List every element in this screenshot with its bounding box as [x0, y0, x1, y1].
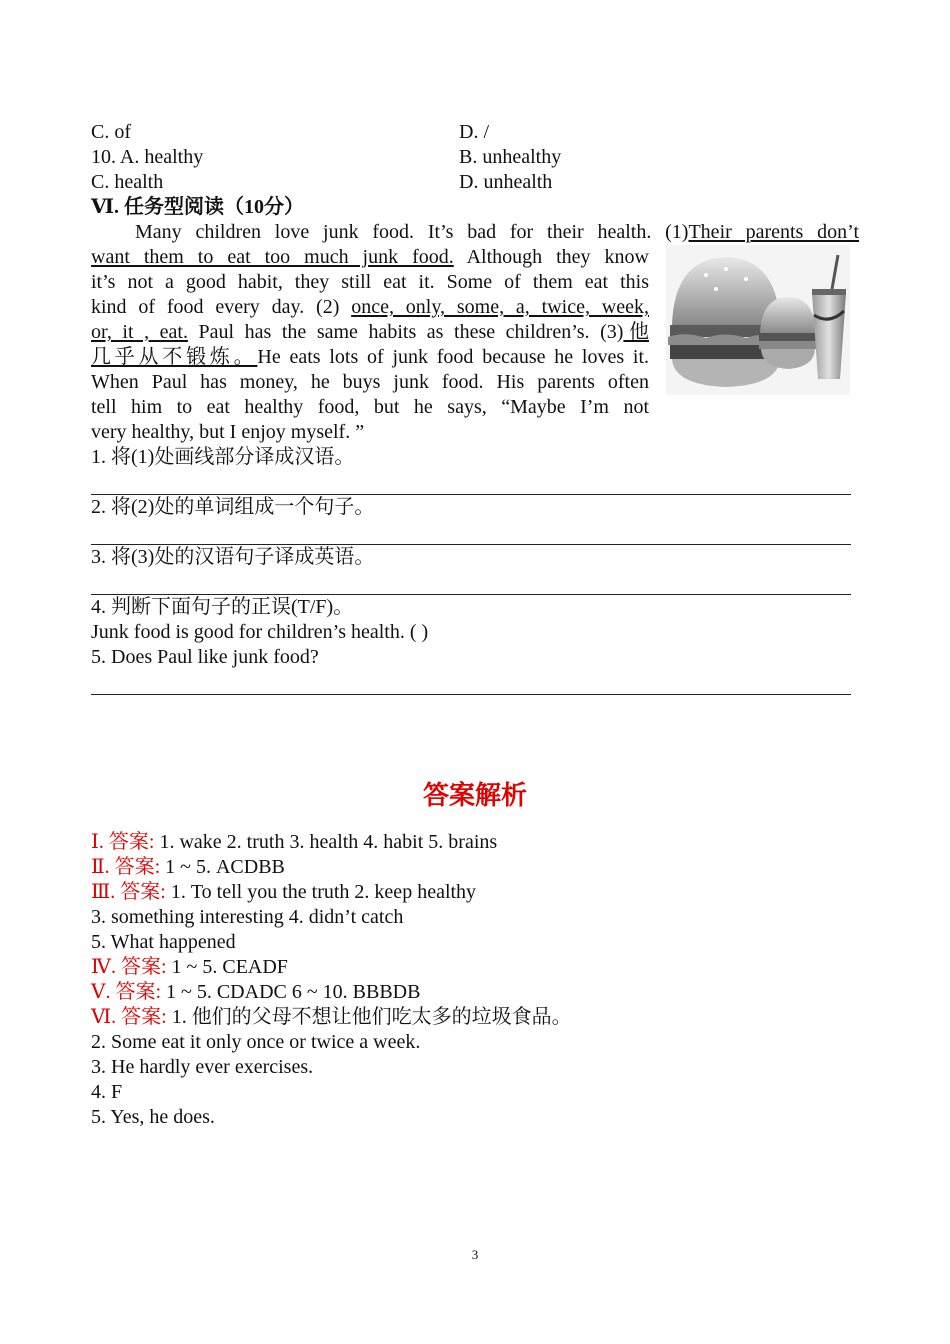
option-d: D. unhealth: [459, 171, 553, 193]
section-heading: Ⅵ. 任务型阅读（10分）: [91, 196, 304, 218]
answer-row: Ⅲ. 答案: 1. To tell you the truth 2. keep healthy: [91, 881, 477, 903]
answer-key-title: 答案解析: [422, 781, 527, 811]
answer-row: Ⅳ. 答案: 1 ~ 5. CEADF: [91, 956, 288, 978]
answer-blank-2[interactable]: [91, 520, 851, 545]
page-number: 3: [471, 1247, 479, 1262]
question-4-statement: Junk food is good for children’s health. ( ): [91, 621, 429, 643]
passage-line: want them to eat too much junk food. Although they know: [91, 246, 649, 268]
answer-row: 3. He hardly ever exercises.: [91, 1056, 314, 1078]
passage-line: When Paul has money, he buys junk food. His parents often: [91, 371, 649, 393]
answer-row: Ⅴ. 答案: 1 ~ 5. CDADC 6 ~ 10. BBBDB: [91, 981, 421, 1003]
passage-line: or, it , eat. Paul has the same habits as these children’s. (3)他: [91, 321, 649, 343]
answer-row: 4. F: [91, 1081, 123, 1103]
answer-row: 5. Yes, he does.: [91, 1106, 215, 1128]
worksheet-page: [91, 120, 859, 695]
question-1: 1. 将(1)处画线部分译成汉语。: [91, 446, 355, 468]
junk-food-image: [666, 245, 850, 395]
question-5: 5. Does Paul like junk food?: [91, 646, 319, 668]
q9-options-row: [91, 120, 851, 145]
option-c: C. health: [91, 171, 164, 193]
option-c: C. of: [91, 121, 131, 143]
question-4: 4. 判断下面句子的正误(T/F)。: [91, 596, 354, 618]
passage-line: it’s not a good habit, they still eat it. Some of them eat this: [91, 271, 649, 293]
passage-line: kind of food every day. (2) once, only, some, a, twice, week,: [91, 296, 649, 318]
answer-row: Ⅱ. 答案: 1 ~ 5. ACDBB: [91, 856, 285, 878]
q10-options-row-2: [91, 170, 851, 195]
answer-key: [91, 830, 851, 1130]
option-b: B. unhealthy: [459, 146, 562, 168]
answer-blank-3[interactable]: [91, 570, 851, 595]
answer-blank-1[interactable]: [91, 470, 851, 495]
passage-line: 几乎从不锻炼。He eats lots of junk food because he loves it.: [91, 346, 650, 368]
answer-blank-5[interactable]: [91, 670, 851, 695]
passage-line: very healthy, but I enjoy myself. ”: [91, 421, 365, 443]
answer-row: Ⅵ. 答案: 1. 他们的父母不想让他们吃太多的垃圾食品。: [91, 1006, 572, 1028]
option-d: D. /: [459, 121, 489, 143]
reading-passage: [91, 220, 859, 445]
q10-options-row-1: [91, 145, 851, 170]
passage-line: tell him to eat healthy food, but he says, “Maybe I’m not: [91, 396, 649, 418]
option-a: 10. A. healthy: [91, 146, 204, 168]
answer-row: 3. something interesting 4. didn’t catch: [91, 906, 404, 928]
question-3: 3. 将(3)处的汉语句子译成英语。: [91, 546, 375, 568]
passage-line: Many children love junk food. It’s bad for their health. (1)Their parents don’t: [135, 221, 859, 243]
answer-row: 5. What happened: [91, 931, 236, 953]
answer-row: Ⅰ. 答案: 1. wake 2. truth 3. health 4. habit 5. brains: [91, 831, 498, 853]
answer-row: 2. Some eat it only once or twice a week.: [91, 1031, 421, 1053]
question-2: 2. 将(2)处的单词组成一个句子。: [91, 496, 375, 518]
